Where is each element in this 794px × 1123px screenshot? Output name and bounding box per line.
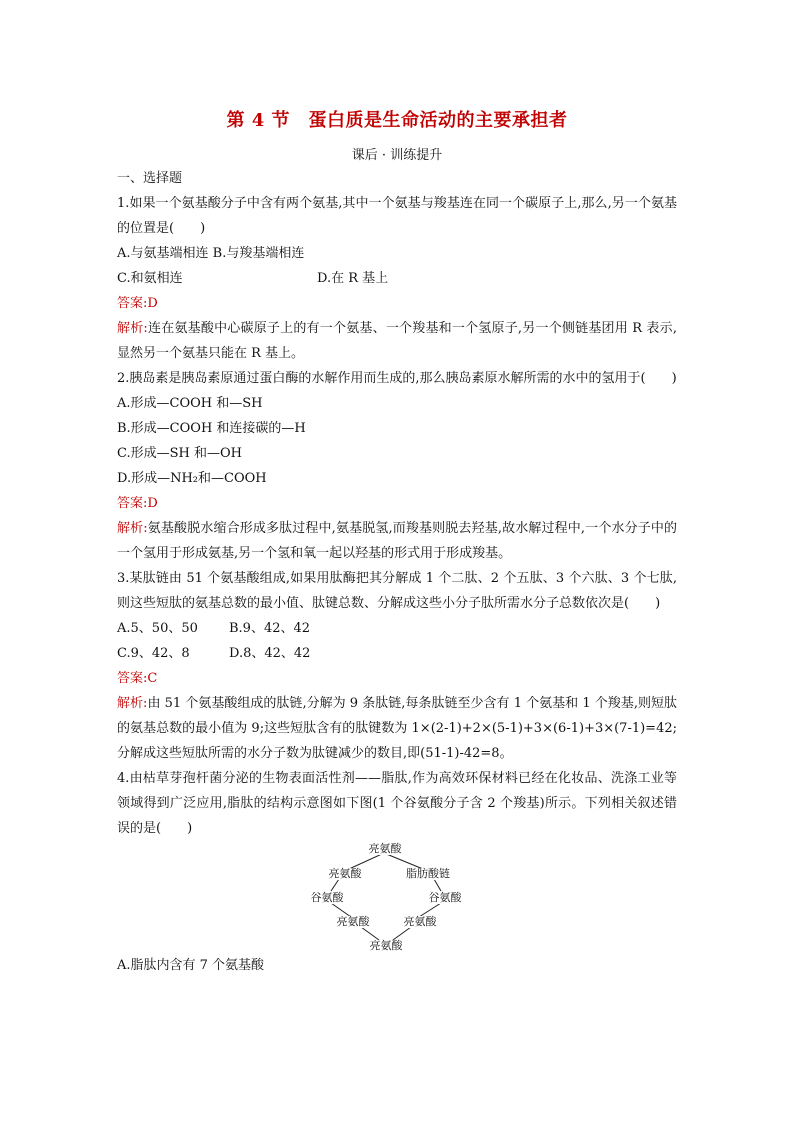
question-1-explanation bbox=[117, 316, 677, 366]
connector-line bbox=[331, 879, 339, 891]
answer-label: 答案: bbox=[117, 671, 148, 686]
question-3-options-row-2 bbox=[117, 641, 677, 666]
question-2-stem: 2.胰岛素是胰岛素原通过蛋白酶的水解作用而生成的,那么胰岛素原水解所需的水中的氢用于( ) bbox=[117, 371, 677, 386]
question-2-option-a: A.形成—COOH 和—SH bbox=[117, 396, 263, 411]
lipopeptide-structure-diagram bbox=[117, 841, 677, 953]
explanation-text: 氨基酸脱水缩合形成多肽过程中,氨基脱氢,而羧基则脱去羟基,故水解过程中,一个水分子中的一个氢用于形成氨基,另一个氢和氧一起以羟基的形式用于形成羧基。 bbox=[117, 521, 677, 561]
question-1-options-row-1 bbox=[117, 241, 677, 266]
question-2-explanation bbox=[117, 516, 677, 566]
answer-value: D bbox=[147, 496, 158, 511]
diagram-node-glutamate-right: 谷氨酸 bbox=[428, 891, 462, 904]
question-3-answer bbox=[117, 666, 677, 691]
question-3-option-a: A.5、50、50 bbox=[117, 621, 198, 636]
question-3-options-row-1 bbox=[117, 616, 677, 641]
section-heading: 一、选择题 bbox=[117, 171, 183, 186]
question-2-option-b: B.形成—COOH 和连接碳的—H bbox=[117, 421, 306, 436]
answer-label: 答案: bbox=[117, 296, 148, 311]
question-1-stem: 1.如果一个氨基酸分子中含有两个氨基,其中一个氨基与羧基连在同一个碳原子上,那么,另一个氨基的位置是( ) bbox=[117, 196, 677, 236]
explanation-text: 连在氨基酸中心碳原子上的有一个氨基、一个羧基和一个氢原子,另一个侧链基团用 R 表示,显然另一个氨基只能在 R 基上。 bbox=[117, 321, 677, 361]
question-2-answer bbox=[117, 491, 677, 516]
question-1-option-c: C.和氨相连 bbox=[117, 271, 183, 286]
question-3-option-c: C.9、42、8 bbox=[117, 646, 190, 661]
diagram-node-fatty-acid-chain: 脂肪酸链 bbox=[406, 867, 450, 880]
question-1-option-d: D.在 R 基上 bbox=[317, 271, 389, 286]
explanation-label: 解析: bbox=[117, 696, 148, 711]
question-1-option-a: A.与氨基端相连 bbox=[117, 246, 209, 261]
connector-line bbox=[434, 879, 441, 891]
question-2-option-c: C.形成—SH 和—OH bbox=[117, 446, 242, 461]
page-subtitle: 课后 · 训练提升 bbox=[351, 148, 443, 163]
question-4-stem: 4.由枯草芽孢杆菌分泌的生物表面活性剂——脂肽,作为高效环保材料已经在化妆品、洗涤工业等领域得到广泛应用,脂肽的结构示意图如下图(1 个谷氨酸分子含 2 个羧基)所示。下列相关叙述错误的是( ) bbox=[117, 771, 677, 836]
explanation-text: 由 51 个氨基酸组成的肽链,分解为 9 条肽链,每条肽链至少含有 1 个氨基和 1 个羧基,则短肽的氨基总数的最小值为 9;这些短肽含有的肽键数为 1×(2-1)+2×(5-1)+3×(6-1)+3×(7-1)=42;分解成这些短肽所需的水分子数为肽键减少的数目,即(51-1)-42=8。 bbox=[117, 696, 677, 761]
answer-value: D bbox=[147, 296, 158, 311]
question-3-stem: 3.某肽链由 51 个氨基酸组成,如果用肽酶把其分解成 1 个二肽、2 个五肽、3 个六肽、3 个七肽,则这些短肽的氨基总数的最小值、肽键总数、分解成这些小分子肽所需水分子总数依次是( ) bbox=[117, 571, 677, 611]
question-1-option-b: B.与羧基端相连 bbox=[212, 246, 305, 261]
page-title: 第 4 节 蛋白质是生命活动的主要承担者 bbox=[226, 110, 568, 131]
explanation-label: 解析: bbox=[117, 521, 148, 536]
question-3-option-b: B.9、42、42 bbox=[229, 621, 311, 636]
diagram-node-glutamate-left: 谷氨酸 bbox=[310, 891, 344, 904]
answer-value: C bbox=[147, 671, 158, 686]
diagram-node-leucine-bottom: 亮氨酸 bbox=[369, 939, 403, 952]
content bbox=[117, 166, 677, 978]
diagram-node-leucine-lower-left: 亮氨酸 bbox=[336, 915, 370, 928]
question-1-answer bbox=[117, 291, 677, 316]
explanation-label: 解析: bbox=[117, 321, 148, 336]
question-4-option-a: A.脂肽内含有 7 个氨基酸 bbox=[117, 958, 265, 973]
question-1-options-row-2 bbox=[117, 266, 677, 291]
question-3-option-d: D.8、42、42 bbox=[229, 646, 311, 661]
diagram-connectors bbox=[117, 841, 677, 953]
question-2-option-d: D.形成—NH₂和—COOH bbox=[117, 471, 267, 486]
question-3-explanation bbox=[117, 691, 677, 766]
answer-label: 答案: bbox=[117, 496, 148, 511]
diagram-node-leucine-lower-right: 亮氨酸 bbox=[403, 915, 437, 928]
diagram-node-leucine-top: 亮氨酸 bbox=[368, 842, 402, 855]
diagram-node-leucine-left: 亮氨酸 bbox=[328, 867, 362, 880]
